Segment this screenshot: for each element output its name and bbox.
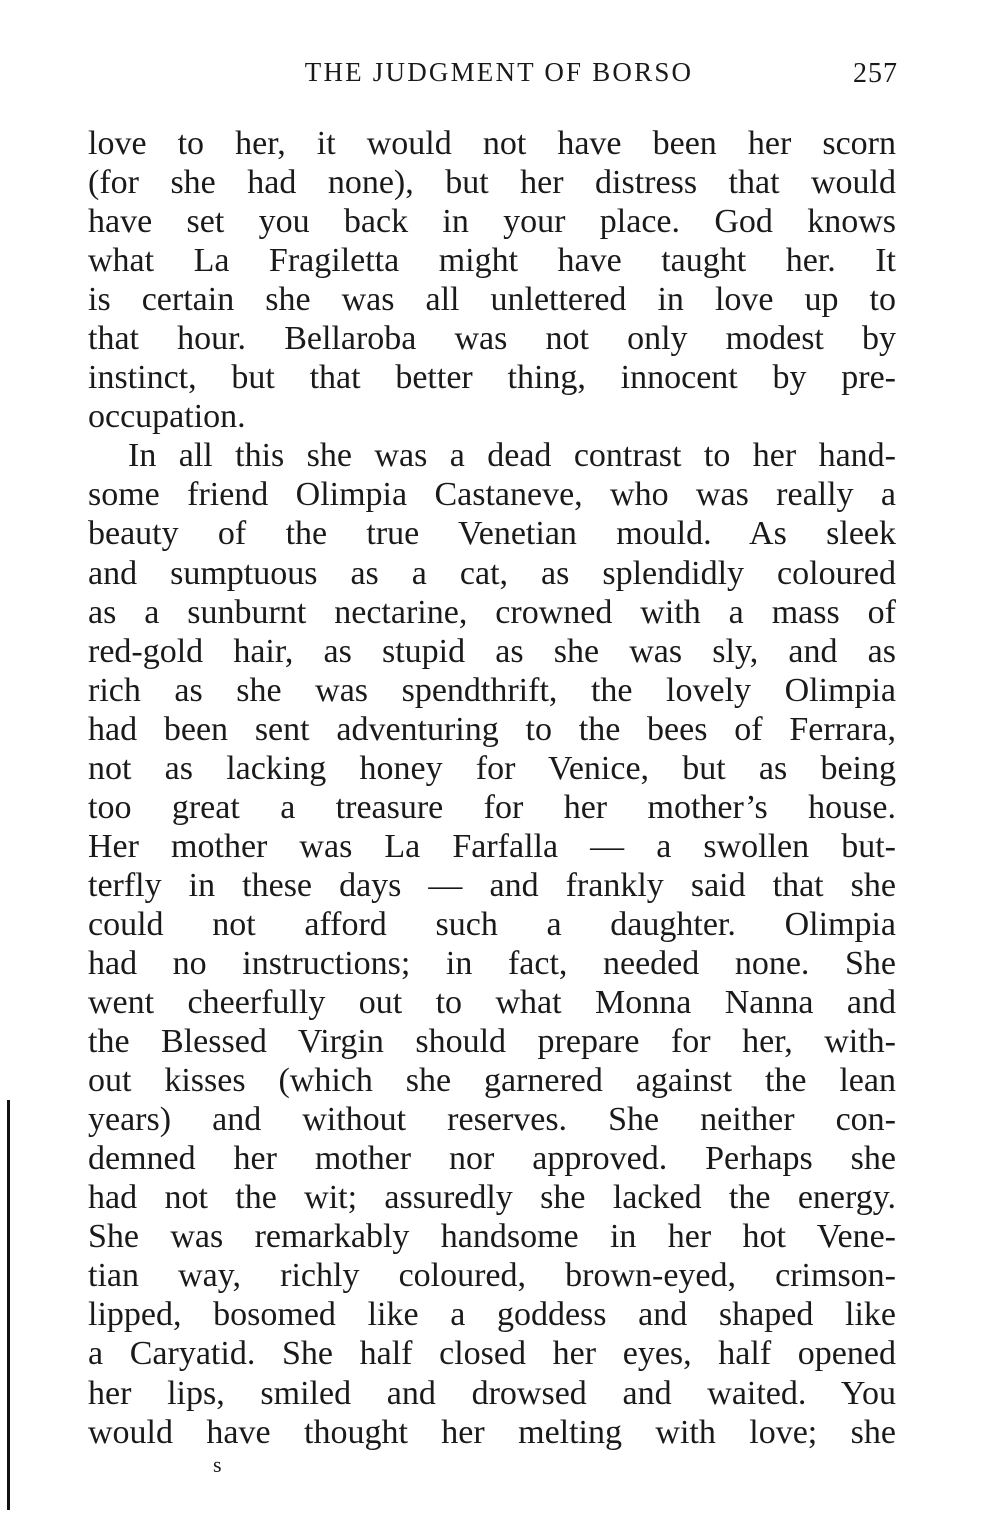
text-line: Her mother was La Farfalla — a swollen but- (88, 827, 896, 865)
text-line: too great a treasure for her mother’s house. (88, 788, 896, 826)
text-line: would have thought her melting with love; she (88, 1413, 896, 1451)
text-line: have set you back in your place. God knows (88, 203, 896, 241)
text-line: as a sunburnt nectarine, crowned with a mass of (88, 593, 896, 631)
text-line: She was remarkably handsome in her hot Vene- (88, 1218, 896, 1256)
text-line: is certain she was all unlettered in love up to (88, 281, 896, 319)
text-line: had been sent adventuring to the bees of Ferrara, (88, 710, 896, 748)
text-line: out kisses (which she garnered against the lean (88, 1062, 896, 1100)
text-line: that hour. Bellaroba was not only modest by (88, 320, 896, 358)
text-line: lipped, bosomed like a goddess and shaped like (88, 1296, 896, 1334)
text-line: terfly in these days — and frankly said that she (88, 866, 896, 904)
text-line: years) and without reserves. She neither con- (88, 1101, 896, 1139)
text-line: had no instructions; in fact, needed none. She (88, 944, 896, 982)
text-line: what La Fragiletta might have taught her. It (88, 242, 896, 280)
text-line: tian way, richly coloured, brown-eyed, crimson- (88, 1257, 896, 1295)
running-head (88, 52, 900, 92)
text-line: demned her mother nor approved. Perhaps she (88, 1140, 896, 1178)
text-line: love to her, it would not have been her scorn (88, 125, 896, 162)
text-line: and sumptuous as a cat, as splendidly coloured (88, 554, 896, 592)
text-line: (for she had none), but her distress that would (88, 164, 896, 202)
text-line: had not the wit; assuredly she lacked the energy. (88, 1179, 896, 1217)
page-number: 257 (853, 58, 898, 89)
text-line: the Blessed Virgin should prepare for her, with- (88, 1023, 896, 1061)
text-line: not as lacking honey for Venice, but as being (88, 749, 896, 787)
body-text (88, 124, 896, 1452)
text-line: instinct, but that better thing, innocent by pre- (88, 359, 896, 397)
text-line: occupation. (88, 398, 246, 436)
text-line: beauty of the true Venetian mould. As sleek (88, 515, 896, 553)
scan-edge-rule (7, 1100, 10, 1510)
signature-mark: s (213, 1452, 222, 1477)
text-line: rich as she was spendthrift, the lovely Olimpia (88, 671, 896, 709)
text-line: a Caryatid. She half closed her eyes, half opened (88, 1335, 896, 1373)
text-line: could not afford such a daughter. Olimpia (88, 905, 896, 943)
paragraph-start-line: In all this she was a dead contrast to her hand- (128, 437, 896, 475)
text-line: her lips, smiled and drowsed and waited. You (88, 1374, 896, 1412)
text-line: went cheerfully out to what Monna Nanna and (88, 984, 896, 1022)
text-line: red-gold hair, as stupid as she was sly, and as (88, 632, 896, 670)
text-line: some friend Olimpia Castaneve, who was really a (88, 476, 896, 514)
running-title: THE JUDGMENT OF BORSO (304, 57, 694, 87)
